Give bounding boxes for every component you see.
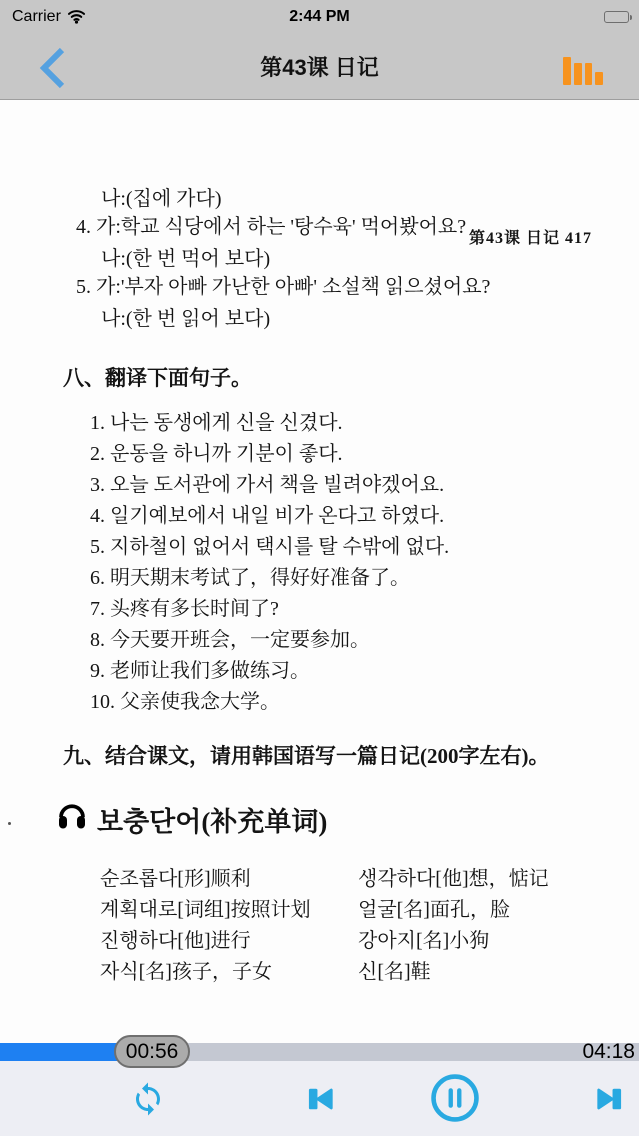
vocab-entry: 계획대로[词组]按照计划 [100,899,311,921]
audio-player [0,1039,639,1136]
textbook-scan-page [0,100,639,1043]
vocab-entry: 강아지[名]小狗 [358,930,490,952]
dialogue-line: 4. 가:학교 식당에서 하는 '탕수육' 먹어봤어요? [76,216,467,238]
refresh-icon [130,1081,166,1117]
scan-page-header: 第43课 日记 417 [468,230,592,247]
carrier-label: Carrier [12,7,61,25]
vocab-heading [57,800,327,839]
page-title: 第43课 日记 [260,55,379,80]
dialogue-line: 5. 가:'부자 아빠 가난한 아빠' 소설책 읽으셨어요? [76,276,491,298]
battery-icon [604,11,629,23]
next-track-button[interactable] [591,1080,629,1118]
exercise-item: 1. 나는 동생에게 신을 신겼다. [90,412,343,434]
exercise-item: 5. 지하철이 없어서 택시를 탈 수밖에 없다. [90,536,450,558]
section-eight-heading: 八、翻译下面句子。 [63,366,252,390]
elapsed-time-label: 00:56 [125,1039,179,1063]
exercise-item: 10. 父亲使我念大学。 [90,691,280,713]
status-bar [0,0,639,33]
vocab-entry: 신[名]鞋 [358,961,431,983]
progress-fill [0,1043,128,1061]
exercise-item: 3. 오늘 도서관에 가서 책을 빌려야겠어요. [90,474,445,496]
progress-track[interactable] [0,1039,639,1063]
dialogue-line: 나:(한 번 읽어 보다) [101,308,271,330]
vocab-entry: 생각하다[他]想，惦记 [358,868,549,890]
refresh-button[interactable] [130,1081,166,1117]
total-time-label: 04:18 [582,1040,635,1063]
exercise-item: 8. 今天要开班会，一定要参加。 [90,629,370,651]
chevron-left-icon [36,77,72,92]
section-nine-heading: 九、结合课文，请用韩国语写一篇日记(200字左右)。 [63,744,550,768]
dialogue-line: 나:(집에 가다) [101,188,222,210]
skip-next-icon [591,1080,629,1118]
headphones-icon [57,800,87,839]
scan-artifact-dot [8,822,11,825]
exercise-item: 7. 头疼有多长时间了? [90,598,279,620]
exercise-item: 2. 운동을 하니까 기분이 좋다. [90,443,343,465]
pause-icon [430,1073,480,1123]
previous-track-button[interactable] [301,1080,339,1118]
status-right [604,0,629,33]
clock: 2:44 PM [289,8,350,25]
vocab-entry: 얼굴[名]面孔，脸 [358,899,510,921]
exercise-item: 4. 일기예보에서 내일 비가 온다고 하였다. [90,505,445,527]
back-button[interactable] [36,47,72,89]
vocab-entry: 진행하다[他]进行 [100,930,251,952]
nav-bar [0,33,639,100]
dialogue-line: 나:(한 번 먹어 보다) [101,248,271,270]
vocab-entry: 순조롭다[形]顺利 [100,868,251,890]
player-controls [0,1061,639,1136]
playlist-stats-button[interactable] [563,51,603,85]
bar-chart-icon [563,57,571,85]
exercise-item: 6. 明天期末考试了，得好好准备了。 [90,567,410,589]
exercise-item: 9. 老师让我们多做练习。 [90,660,310,682]
pause-button[interactable] [430,1073,480,1123]
vocab-entry: 자식[名]孩子，子女 [100,961,272,983]
vocab-heading-label: 보충단어(补充单词) [97,807,328,837]
skip-previous-icon [301,1080,339,1118]
